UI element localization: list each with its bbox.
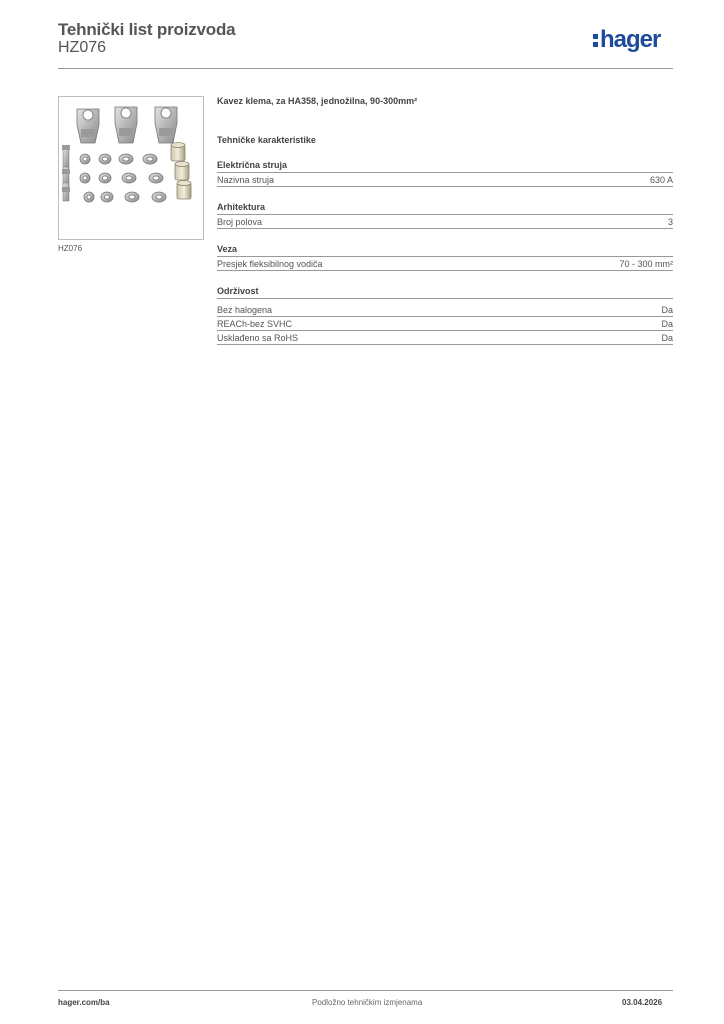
- logo-colon-icon: [593, 33, 598, 49]
- footer-website-link[interactable]: hager.com/ba: [58, 998, 110, 1007]
- group-architecture: [217, 202, 673, 229]
- spec-row: [217, 303, 673, 317]
- spec-value: Da: [661, 333, 673, 343]
- group-connection: [217, 244, 673, 271]
- group-electric-current: [217, 160, 673, 187]
- spec-value: 630 A: [649, 175, 673, 185]
- group-title: Električna struja: [217, 160, 673, 173]
- group-title: Veza: [217, 244, 673, 257]
- hager-logo: [593, 27, 660, 53]
- spec-value: Da: [661, 319, 673, 329]
- spec-value: 3: [667, 217, 673, 227]
- spec-label: Presjek fleksibilnog vodiča: [217, 259, 323, 269]
- product-code: HZ076: [58, 39, 107, 56]
- footer-divider: [58, 990, 673, 991]
- image-caption: HZ076: [58, 244, 83, 253]
- sleeves: [171, 143, 191, 200]
- group-sustainability: [217, 286, 673, 345]
- spec-row: [217, 331, 673, 345]
- footer-note: Podložno tehničkim izmjenama: [312, 998, 423, 1007]
- spec-value: 70 - 300 mm²: [619, 259, 673, 269]
- spec-label: REACh-bez SVHC: [217, 319, 293, 329]
- page-title: Tehnički list proizvoda: [58, 20, 236, 39]
- nuts-and-washers: [80, 154, 166, 202]
- spec-row: [217, 317, 673, 331]
- section-title: Tehničke karakteristike: [217, 135, 316, 145]
- spec-label: Usklađeno sa RoHS: [217, 333, 299, 343]
- spec-row: [217, 257, 673, 271]
- spec-label: Nazivna struja: [217, 175, 275, 185]
- cage-clamps: [77, 107, 177, 143]
- logo-text: hager: [600, 26, 661, 53]
- spec-row: [217, 173, 673, 187]
- spec-value: Da: [661, 305, 673, 315]
- bolts: [62, 145, 70, 201]
- group-title: Arhitektura: [217, 202, 673, 215]
- spec-label: Bez halogena: [217, 305, 273, 315]
- product-image: [58, 96, 204, 240]
- terminal-kit-photo-icon: [59, 97, 203, 239]
- footer-date: 03.04.2026: [622, 998, 663, 1007]
- product-description: Kavez klema, za HA358, jednožilna, 90-300mm²: [217, 96, 418, 106]
- header-divider: [58, 68, 673, 69]
- spec-label: Broj polova: [217, 217, 263, 227]
- spec-content: [217, 96, 673, 345]
- spec-row: [217, 215, 673, 229]
- group-title: Održivost: [217, 286, 673, 299]
